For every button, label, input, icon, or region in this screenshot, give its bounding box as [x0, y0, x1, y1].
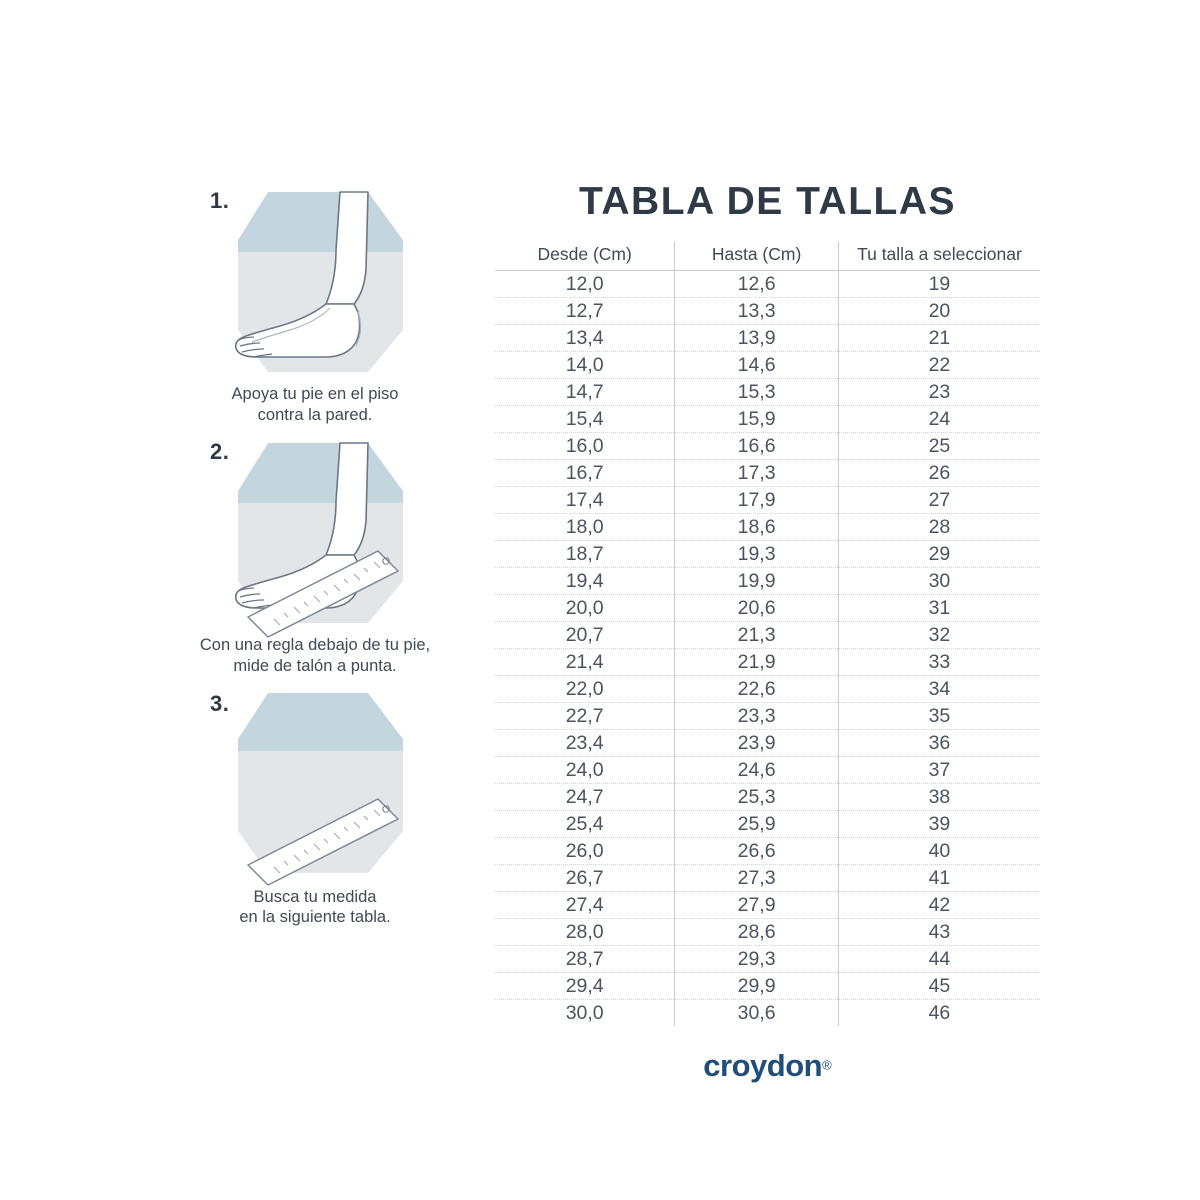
- cell-hasta: 17,9: [675, 487, 839, 514]
- cell-desde: 19,4: [495, 568, 675, 595]
- cell-talla: 30: [838, 568, 1040, 595]
- table-header-row: [495, 242, 1040, 271]
- size-table-panel: [495, 180, 1040, 1084]
- cell-hasta: 14,6: [675, 352, 839, 379]
- cell-hasta: 27,3: [675, 865, 839, 892]
- table-row: [495, 460, 1040, 487]
- cell-hasta: 13,9: [675, 325, 839, 352]
- table-row: [495, 757, 1040, 784]
- cell-hasta: 20,6: [675, 595, 839, 622]
- cell-desde: 24,7: [495, 784, 675, 811]
- cell-hasta: 21,3: [675, 622, 839, 649]
- step-1: [175, 180, 455, 425]
- cell-hasta: 19,9: [675, 568, 839, 595]
- table-row: [495, 892, 1040, 919]
- cell-hasta: 23,9: [675, 730, 839, 757]
- table-row: [495, 784, 1040, 811]
- cell-hasta: 22,6: [675, 676, 839, 703]
- cell-talla: 33: [838, 649, 1040, 676]
- step-1-caption: [175, 384, 455, 425]
- cell-talla: 28: [838, 514, 1040, 541]
- cell-hasta: 13,3: [675, 298, 839, 325]
- cell-talla: 45: [838, 973, 1040, 1000]
- cell-desde: 14,7: [495, 379, 675, 406]
- cell-desde: 12,7: [495, 298, 675, 325]
- cell-desde: 24,0: [495, 757, 675, 784]
- table-row: [495, 838, 1040, 865]
- cell-desde: 13,4: [495, 325, 675, 352]
- step-2-caption-line1: Con una regla debajo de tu pie,: [199, 636, 431, 655]
- cell-talla: 34: [838, 676, 1040, 703]
- cell-talla: 25: [838, 433, 1040, 460]
- cell-desde: 22,0: [495, 676, 675, 703]
- cell-hasta: 17,3: [675, 460, 839, 487]
- cell-talla: 20: [838, 298, 1040, 325]
- table-row: [495, 406, 1040, 433]
- table-row: [495, 352, 1040, 379]
- cell-desde: 17,4: [495, 487, 675, 514]
- cell-talla: 29: [838, 541, 1040, 568]
- column-header-talla: Tu talla a seleccionar: [838, 242, 1040, 271]
- table-row: [495, 919, 1040, 946]
- size-table-body: [495, 271, 1040, 1027]
- cell-hasta: 15,3: [675, 379, 839, 406]
- cell-hasta: 29,9: [675, 973, 839, 1000]
- cell-desde: 26,0: [495, 838, 675, 865]
- table-row: [495, 487, 1040, 514]
- cell-talla: 26: [838, 460, 1040, 487]
- cell-hasta: 24,6: [675, 757, 839, 784]
- table-row: [495, 541, 1040, 568]
- step-3-number: 3.: [210, 690, 230, 716]
- table-row: [495, 676, 1040, 703]
- table-row: [495, 433, 1040, 460]
- cell-desde: 15,4: [495, 406, 675, 433]
- table-row: [495, 595, 1040, 622]
- size-table-head: [495, 242, 1040, 271]
- table-row: [495, 271, 1040, 298]
- cell-hasta: 26,6: [675, 838, 839, 865]
- step-2-illustration: [208, 431, 423, 631]
- cell-hasta: 16,6: [675, 433, 839, 460]
- table-row: [495, 865, 1040, 892]
- cell-desde: 26,7: [495, 865, 675, 892]
- step-3: [175, 683, 455, 928]
- table-row: [495, 703, 1040, 730]
- page-title: TABLA DE TALLAS: [578, 180, 957, 223]
- cell-talla: 44: [838, 946, 1040, 973]
- cell-desde: 30,0: [495, 1000, 675, 1027]
- cell-hasta: 15,9: [675, 406, 839, 433]
- cell-hasta: 25,3: [675, 784, 839, 811]
- instructions-column: [175, 180, 455, 934]
- cell-talla: 41: [838, 865, 1040, 892]
- step-1-caption-line1: Apoya tu pie en el piso: [231, 385, 399, 403]
- brand-name: croydon: [703, 1048, 823, 1083]
- cell-desde: 16,7: [495, 460, 675, 487]
- cell-talla: 19: [838, 271, 1040, 298]
- table-row: [495, 325, 1040, 352]
- table-row: [495, 622, 1040, 649]
- step-3-caption-line1: Busca tu medida: [253, 887, 377, 906]
- cell-talla: 23: [838, 379, 1040, 406]
- cell-talla: 21: [838, 325, 1040, 352]
- cell-desde: 28,7: [495, 946, 675, 973]
- table-row: [495, 649, 1040, 676]
- cell-talla: 31: [838, 595, 1040, 622]
- step-1-caption-line2: contra la pared.: [257, 405, 373, 424]
- table-row: [495, 568, 1040, 595]
- cell-desde: 20,0: [495, 595, 675, 622]
- cell-talla: 43: [838, 919, 1040, 946]
- cell-hasta: 19,3: [675, 541, 839, 568]
- cell-talla: 35: [838, 703, 1040, 730]
- cell-talla: 40: [838, 838, 1040, 865]
- cell-desde: 18,0: [495, 514, 675, 541]
- cell-hasta: 27,9: [675, 892, 839, 919]
- step-3-caption-line2: en la siguiente tabla.: [239, 908, 391, 927]
- table-row: [495, 973, 1040, 1000]
- cell-desde: 27,4: [495, 892, 675, 919]
- table-row: [495, 514, 1040, 541]
- cell-desde: 28,0: [495, 919, 675, 946]
- cell-desde: 22,7: [495, 703, 675, 730]
- table-row: [495, 1000, 1040, 1027]
- cell-talla: 22: [838, 352, 1040, 379]
- step-1-illustration: [208, 180, 423, 380]
- cell-hasta: 29,3: [675, 946, 839, 973]
- cell-desde: 20,7: [495, 622, 675, 649]
- cell-talla: 36: [838, 730, 1040, 757]
- step-2-caption-line2: mide de talón a punta.: [233, 656, 397, 675]
- cell-hasta: 28,6: [675, 919, 839, 946]
- cell-talla: 38: [838, 784, 1040, 811]
- cell-desde: 14,0: [495, 352, 675, 379]
- step-3-illustration: [208, 683, 423, 883]
- cell-talla: 27: [838, 487, 1040, 514]
- cell-desde: 23,4: [495, 730, 675, 757]
- cell-desde: 16,0: [495, 433, 675, 460]
- cell-hasta: 23,3: [675, 703, 839, 730]
- cell-desde: 21,4: [495, 649, 675, 676]
- brand-logo: [495, 1048, 1040, 1084]
- cell-hasta: 30,6: [675, 1000, 839, 1027]
- cell-desde: 18,7: [495, 541, 675, 568]
- cell-talla: 42: [838, 892, 1040, 919]
- table-row: [495, 811, 1040, 838]
- cell-talla: 39: [838, 811, 1040, 838]
- size-table: [495, 242, 1040, 1026]
- column-header-desde: Desde (Cm): [495, 242, 675, 271]
- cell-talla: 24: [838, 406, 1040, 433]
- registered-mark: ®: [822, 1057, 832, 1073]
- step-2-number: 2.: [210, 439, 230, 465]
- cell-desde: 29,4: [495, 973, 675, 1000]
- step-1-number: 1.: [210, 188, 230, 213]
- cell-hasta: 21,9: [675, 649, 839, 676]
- column-header-hasta: Hasta (Cm): [675, 242, 839, 271]
- cell-hasta: 12,6: [675, 271, 839, 298]
- cell-desde: 25,4: [495, 811, 675, 838]
- table-row: [495, 379, 1040, 406]
- table-row: [495, 298, 1040, 325]
- table-row: [495, 946, 1040, 973]
- cell-hasta: 18,6: [675, 514, 839, 541]
- step-2: [175, 431, 455, 676]
- cell-desde: 12,0: [495, 271, 675, 298]
- cell-talla: 32: [838, 622, 1040, 649]
- cell-talla: 37: [838, 757, 1040, 784]
- cell-hasta: 25,9: [675, 811, 839, 838]
- table-row: [495, 730, 1040, 757]
- cell-talla: 46: [928, 1001, 951, 1024]
